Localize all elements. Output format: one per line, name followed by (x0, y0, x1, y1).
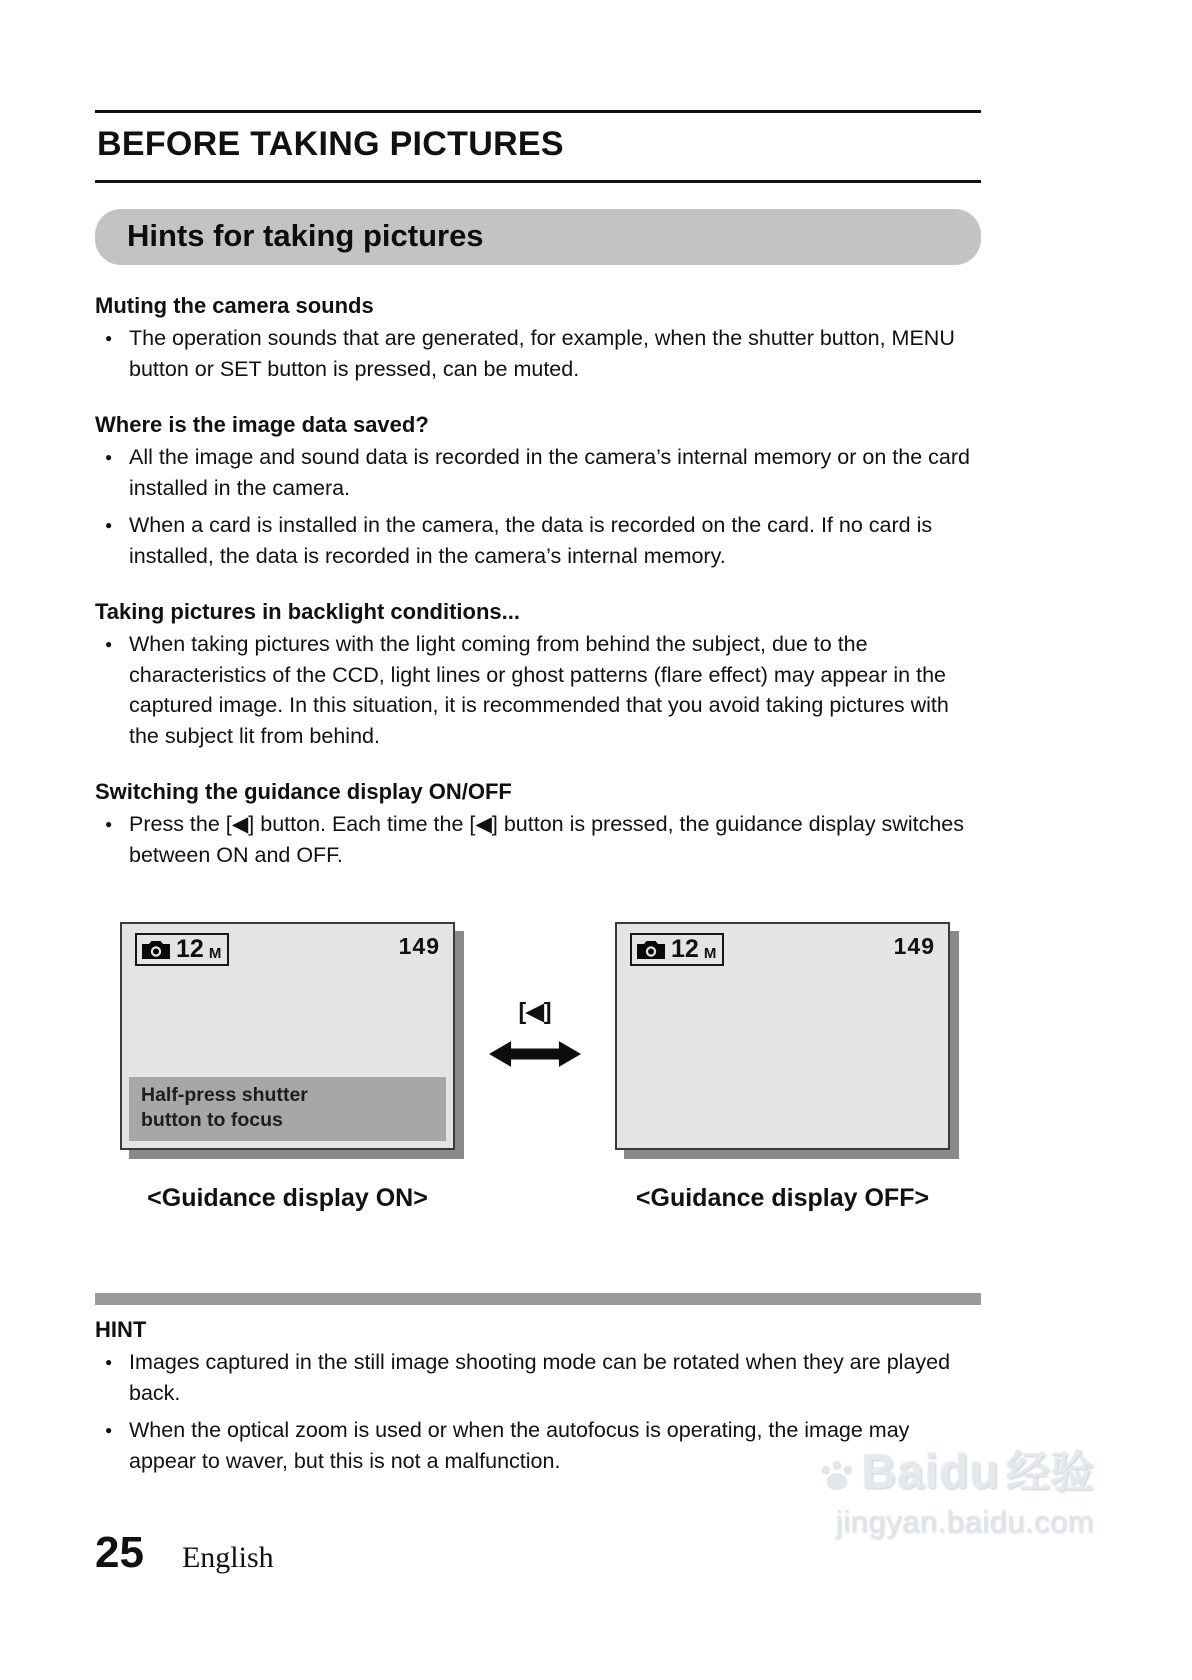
screen-guidance-on (120, 922, 455, 1150)
toggle-arrow-column (455, 922, 615, 1069)
section-backlight (95, 599, 981, 751)
section-muting-sounds (95, 293, 981, 384)
shots-remaining-count: 149 (893, 933, 935, 960)
watermark-brand: Baidu (861, 1446, 1000, 1499)
guidance-bar (129, 1077, 446, 1142)
screen-guidance-off (615, 922, 950, 1150)
page-title: BEFORE TAKING PICTURES (97, 125, 564, 163)
arrow-button-label: [◀] (518, 998, 552, 1025)
guidance-line: Half-press shutter (141, 1083, 308, 1106)
page-content (95, 0, 981, 1578)
watermark-brand-cn: 经验 (1006, 1448, 1094, 1497)
resolution-unit: M (703, 945, 717, 963)
swap-arrow-icon (489, 1039, 581, 1069)
bullet-list (95, 809, 981, 870)
resolution-badge (630, 933, 724, 966)
camera-icon (636, 940, 666, 960)
bullet-item: ● Press the [◀] button. Each time the [◀] button is pressed, the guidance display switches between ON and OFF. (95, 809, 981, 870)
bullet-list (95, 629, 981, 751)
section-heading: Taking pictures in backlight conditions... (95, 599, 520, 625)
bullet-item: ● The operation sounds that are generated, for example, when the shutter button, MENU button or SET button is pressed, can be muted. (95, 323, 981, 384)
bullet-list (95, 323, 981, 384)
bullet-list (95, 442, 981, 571)
page-number: 25 (95, 1528, 144, 1578)
hint-divider (95, 1293, 981, 1305)
bullet-item: ● All the image and sound data is recorded in the camera’s internal memory or on the card installed in the camera. (95, 442, 981, 503)
screens-row (95, 922, 981, 1150)
resolution-value: 12 (671, 935, 699, 964)
shots-remaining-count: 149 (398, 933, 440, 960)
watermark-url: jingyan.baidu.com (835, 1504, 1094, 1539)
resolution-unit: M (208, 945, 222, 963)
screen-osd-header (135, 933, 440, 966)
section-banner: Hints for taking pictures (95, 209, 981, 265)
section-data-saved (95, 412, 981, 571)
language-label: English (181, 1541, 274, 1575)
bullet-item: ● When a card is installed in the camera, the data is recorded on the card. If no card is installed, the data is recorded in the camera’s internal memory. (95, 510, 981, 571)
guidance-line: button to focus (141, 1108, 283, 1131)
camera-icon (141, 940, 171, 960)
guidance-display-figure (95, 922, 981, 1213)
resolution-value: 12 (176, 935, 204, 964)
paw-icon (818, 1456, 856, 1494)
hint-title: HINT (95, 1317, 147, 1343)
section-guidance-display (95, 779, 981, 870)
screen-osd-header (630, 933, 935, 966)
title-block (95, 110, 981, 183)
caption-guidance-off: <Guidance display OFF> (635, 1184, 930, 1213)
resolution-badge (135, 933, 229, 966)
captions-row (95, 1184, 981, 1213)
watermark-brand-row (818, 1436, 1094, 1500)
section-heading: Muting the camera sounds (95, 293, 374, 318)
hint-bullet: ● When the optical zoom is used or when the autofocus is operating, the image may appear to waver, but this is not a malfunction. (95, 1415, 981, 1476)
section-heading: Where is the image data saved? (95, 412, 429, 438)
baidu-watermark (818, 1436, 1094, 1540)
caption-guidance-on: <Guidance display ON> (147, 1184, 428, 1213)
section-heading: Switching the guidance display ON/OFF (95, 779, 512, 805)
bullet-item: ● When taking pictures with the light coming from behind the subject, due to the characteristics of the CCD, light lines or ghost patterns (flare effect) may appear in the captured image. In this situation, it is recommended that you avoid taking pictures with the subject lit from behind. (95, 629, 981, 751)
hint-bullet: ● Images captured in the still image shooting mode can be rotated when they are played back. (95, 1347, 981, 1408)
